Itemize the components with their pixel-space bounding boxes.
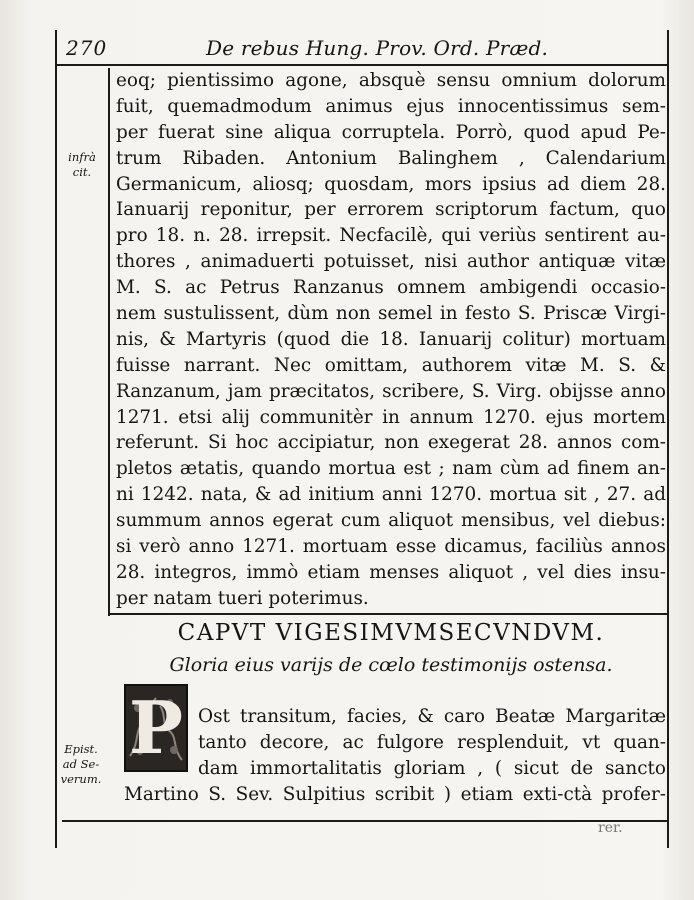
catchword: rer. xyxy=(598,820,623,836)
chapter-title: CAPVT VIGESIMVMSECVNDVM. xyxy=(177,620,605,646)
text-line: pletos ætatis, quando mortua est ; nam cùm ad finem an- xyxy=(116,458,666,480)
page-number: 270 xyxy=(66,36,108,60)
margin-note-epist xyxy=(58,742,104,787)
frame-top-rule xyxy=(55,64,669,66)
text-line: 1271. etsi alij communitèr in annum 1270. ejus mortem xyxy=(116,406,666,428)
text-line: fuit, quemadmodum animus ejus innocentissimus sem- xyxy=(116,95,666,117)
text-line: nem sustulissent, dùm non semel in festo S. Priscæ Virgi- xyxy=(116,303,666,325)
text-line: per natam tueri poterimus. xyxy=(116,587,369,609)
text-line: ni 1242. nata, & ad initium anni 1270. mortua sit , 27. ad xyxy=(116,484,666,506)
text-line: 28. integros, immò etiam menses aliquot , vel dies insu- xyxy=(116,561,666,583)
drop-cap xyxy=(124,684,188,772)
text-line: per fuerat sine aliqua corruptela. Porrò, quod apud Pe- xyxy=(116,121,666,143)
chapter-subtitle: Gloria eius varijs de cœlo testimonijs ostensa. xyxy=(169,654,613,676)
text-line: Ost transitum, facies, & caro Beatæ Margaritæ xyxy=(198,706,666,727)
frame-middle-rule xyxy=(108,613,668,615)
margin-note-infra xyxy=(60,150,104,180)
margin-note-line: Epist. xyxy=(64,742,98,756)
paragraph-text xyxy=(198,704,666,782)
frame-right-rule xyxy=(667,30,669,848)
text-line: nis, & Martyris (quod die 18. Ianuarij colitur) mortuam xyxy=(116,328,666,350)
margin-note-line: verum. xyxy=(60,772,102,786)
body-text xyxy=(116,68,666,612)
text-line: Ianuarij reponitur, per errorem scriptorum factum, quo xyxy=(116,199,666,221)
text-line: Martino S. Sev. Sulpitius scribit ) etiam exti-ctà profer- xyxy=(124,784,666,805)
text-line: referunt. Si hoc accipiatur, non exegerat 28. annos com- xyxy=(116,432,666,454)
text-line: M. S. ac Petrus Ranzanus omnem ambigendi occasio- xyxy=(116,277,666,299)
frame-bottom-rule xyxy=(62,820,668,822)
drop-cap-letter: P xyxy=(128,685,184,770)
text-line: trum Ribaden. Antonium Balinghem , Calendarium xyxy=(116,147,666,169)
margin-note-line: infrà xyxy=(68,150,96,164)
text-line: fuisse narrant. Nec omittam, authorem vitæ M. S. & xyxy=(116,354,666,376)
text-line: summum annos egerat cum aliquot mensibus, vel diebus: xyxy=(116,510,666,532)
text-line: eoq; pientissimo agone, absquè sensu omnium dolorum xyxy=(116,70,666,91)
margin-note-line: cit. xyxy=(72,165,92,179)
margin-note-line: ad Se- xyxy=(62,757,100,771)
text-line: thores , animaduerti potuisset, nisi author antiquæ vitæ xyxy=(116,251,666,273)
text-line: si verò anno 1271. mortuam esse dicamus, faciliùs annos xyxy=(116,536,666,558)
text-line: Ranzanum, jam præcitatos, scribere, S. Virg. obijsse anno xyxy=(116,380,666,402)
frame-left-inner-rule xyxy=(108,68,110,616)
text-line: tanto decore, ac fulgore resplenduit, vt quan- xyxy=(198,731,666,753)
text-line: pro 18. n. 28. irrepsit. Necfacilè, qui veriùs sentirent au- xyxy=(116,225,666,247)
running-title: De rebus Hung. Prov. Ord. Præd. xyxy=(206,36,549,60)
running-head xyxy=(66,36,662,62)
text-line: Germanicum, aliosq; quosdam, mors ipsius ad diem 28. xyxy=(116,173,666,195)
text-line: dam immortalitatis gloriam , ( sicut de sancto xyxy=(198,757,666,779)
frame-left-outer-rule xyxy=(55,30,57,848)
paragraph-text-continued xyxy=(124,782,666,808)
